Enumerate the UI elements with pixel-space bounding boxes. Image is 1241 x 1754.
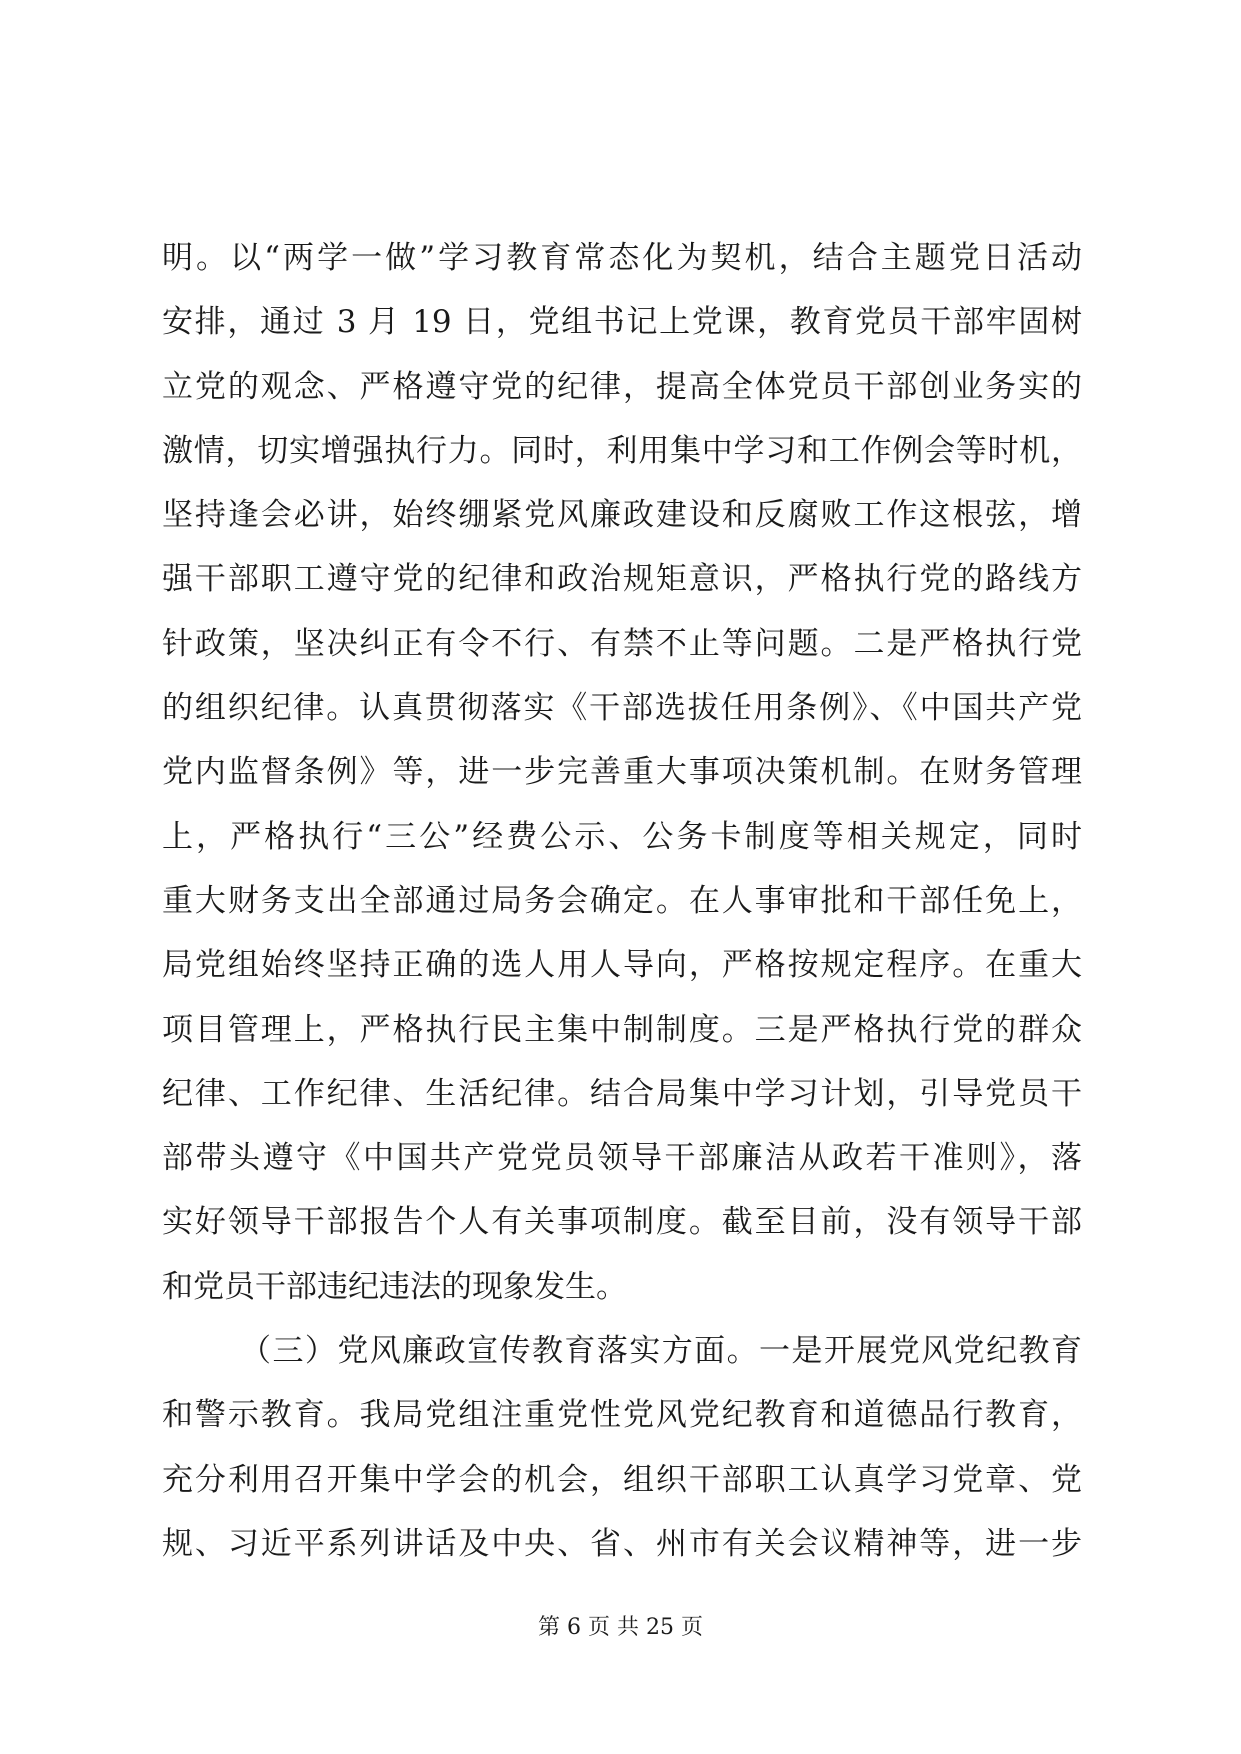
text-line: 上，严格执行“三公”经费公示、公务卡制度等相关规定，同时 bbox=[162, 818, 1082, 855]
text-line: 部带头遵守《中国共产党党员领导干部廉洁从政若干准则》，落 bbox=[162, 1140, 1082, 1177]
text-line: 规、习近平系列讲话及中央、省、州市有关会议精神等，进一步 bbox=[162, 1525, 1082, 1562]
text-line: 强干部职工遵守党的纪律和政治规矩意识，严格执行党的路线方 bbox=[162, 561, 1082, 598]
text-line: 激情，切实增强执行力。同时，利用集中学习和工作例会等时机， bbox=[162, 432, 1082, 469]
text-line: 局党组始终坚持正确的选人用人导向，严格按规定程序。在重大 bbox=[162, 947, 1082, 984]
text-line: 和警示教育。我局党组注重党性党风党纪教育和道德品行教育， bbox=[162, 1397, 1082, 1434]
section-heading-line: （三）党风廉政宣传教育落实方面。一是开展党风党纪教育 bbox=[240, 1333, 1082, 1370]
text-line: 的组织纪律。认真贯彻落实《干部选拔任用条例》、《中国共产党 bbox=[162, 690, 1082, 727]
text-line: 明。以“两学一做”学习教育常态化为契机，结合主题党日活动 bbox=[162, 240, 1082, 276]
text-line: 针政策，坚决纠正有令不行、有禁不止等问题。二是严格执行党 bbox=[162, 625, 1082, 662]
text-line: 安排，通过 3 月 19 日，党组书记上党课，教育党员干部牢固树 bbox=[162, 304, 1082, 341]
text-line: 党内监督条例》等，进一步完善重大事项决策机制。在财务管理 bbox=[162, 754, 1082, 791]
text-line: 立党的观念、严格遵守党的纪律，提高全体党员干部创业务实的 bbox=[162, 368, 1082, 405]
text-line: 实好领导干部报告个人有关事项制度。截至目前，没有领导干部 bbox=[162, 1204, 1082, 1241]
text-line: 纪律、工作纪律、生活纪律。结合局集中学习计划，引导党员干 bbox=[162, 1075, 1082, 1112]
text-line: 项目管理上，严格执行民主集中制制度。三是严格执行党的群众 bbox=[162, 1011, 1082, 1048]
body-text bbox=[162, 226, 1082, 1576]
text-line: 充分利用召开集中学会的机会，组织干部职工认真学习党章、党 bbox=[162, 1461, 1082, 1498]
paragraph-end-line: 和党员干部违纪违法的现象发生。 bbox=[162, 1268, 627, 1305]
text-line: 坚持逢会必讲，始终绷紧党风廉政建设和反腐败工作这根弦，增 bbox=[162, 497, 1082, 534]
text-line: 重大财务支出全部通过局务会确定。在人事审批和干部任免上， bbox=[162, 882, 1082, 919]
page-number-footer: 第 6 页 共 25 页 bbox=[538, 1615, 703, 1640]
